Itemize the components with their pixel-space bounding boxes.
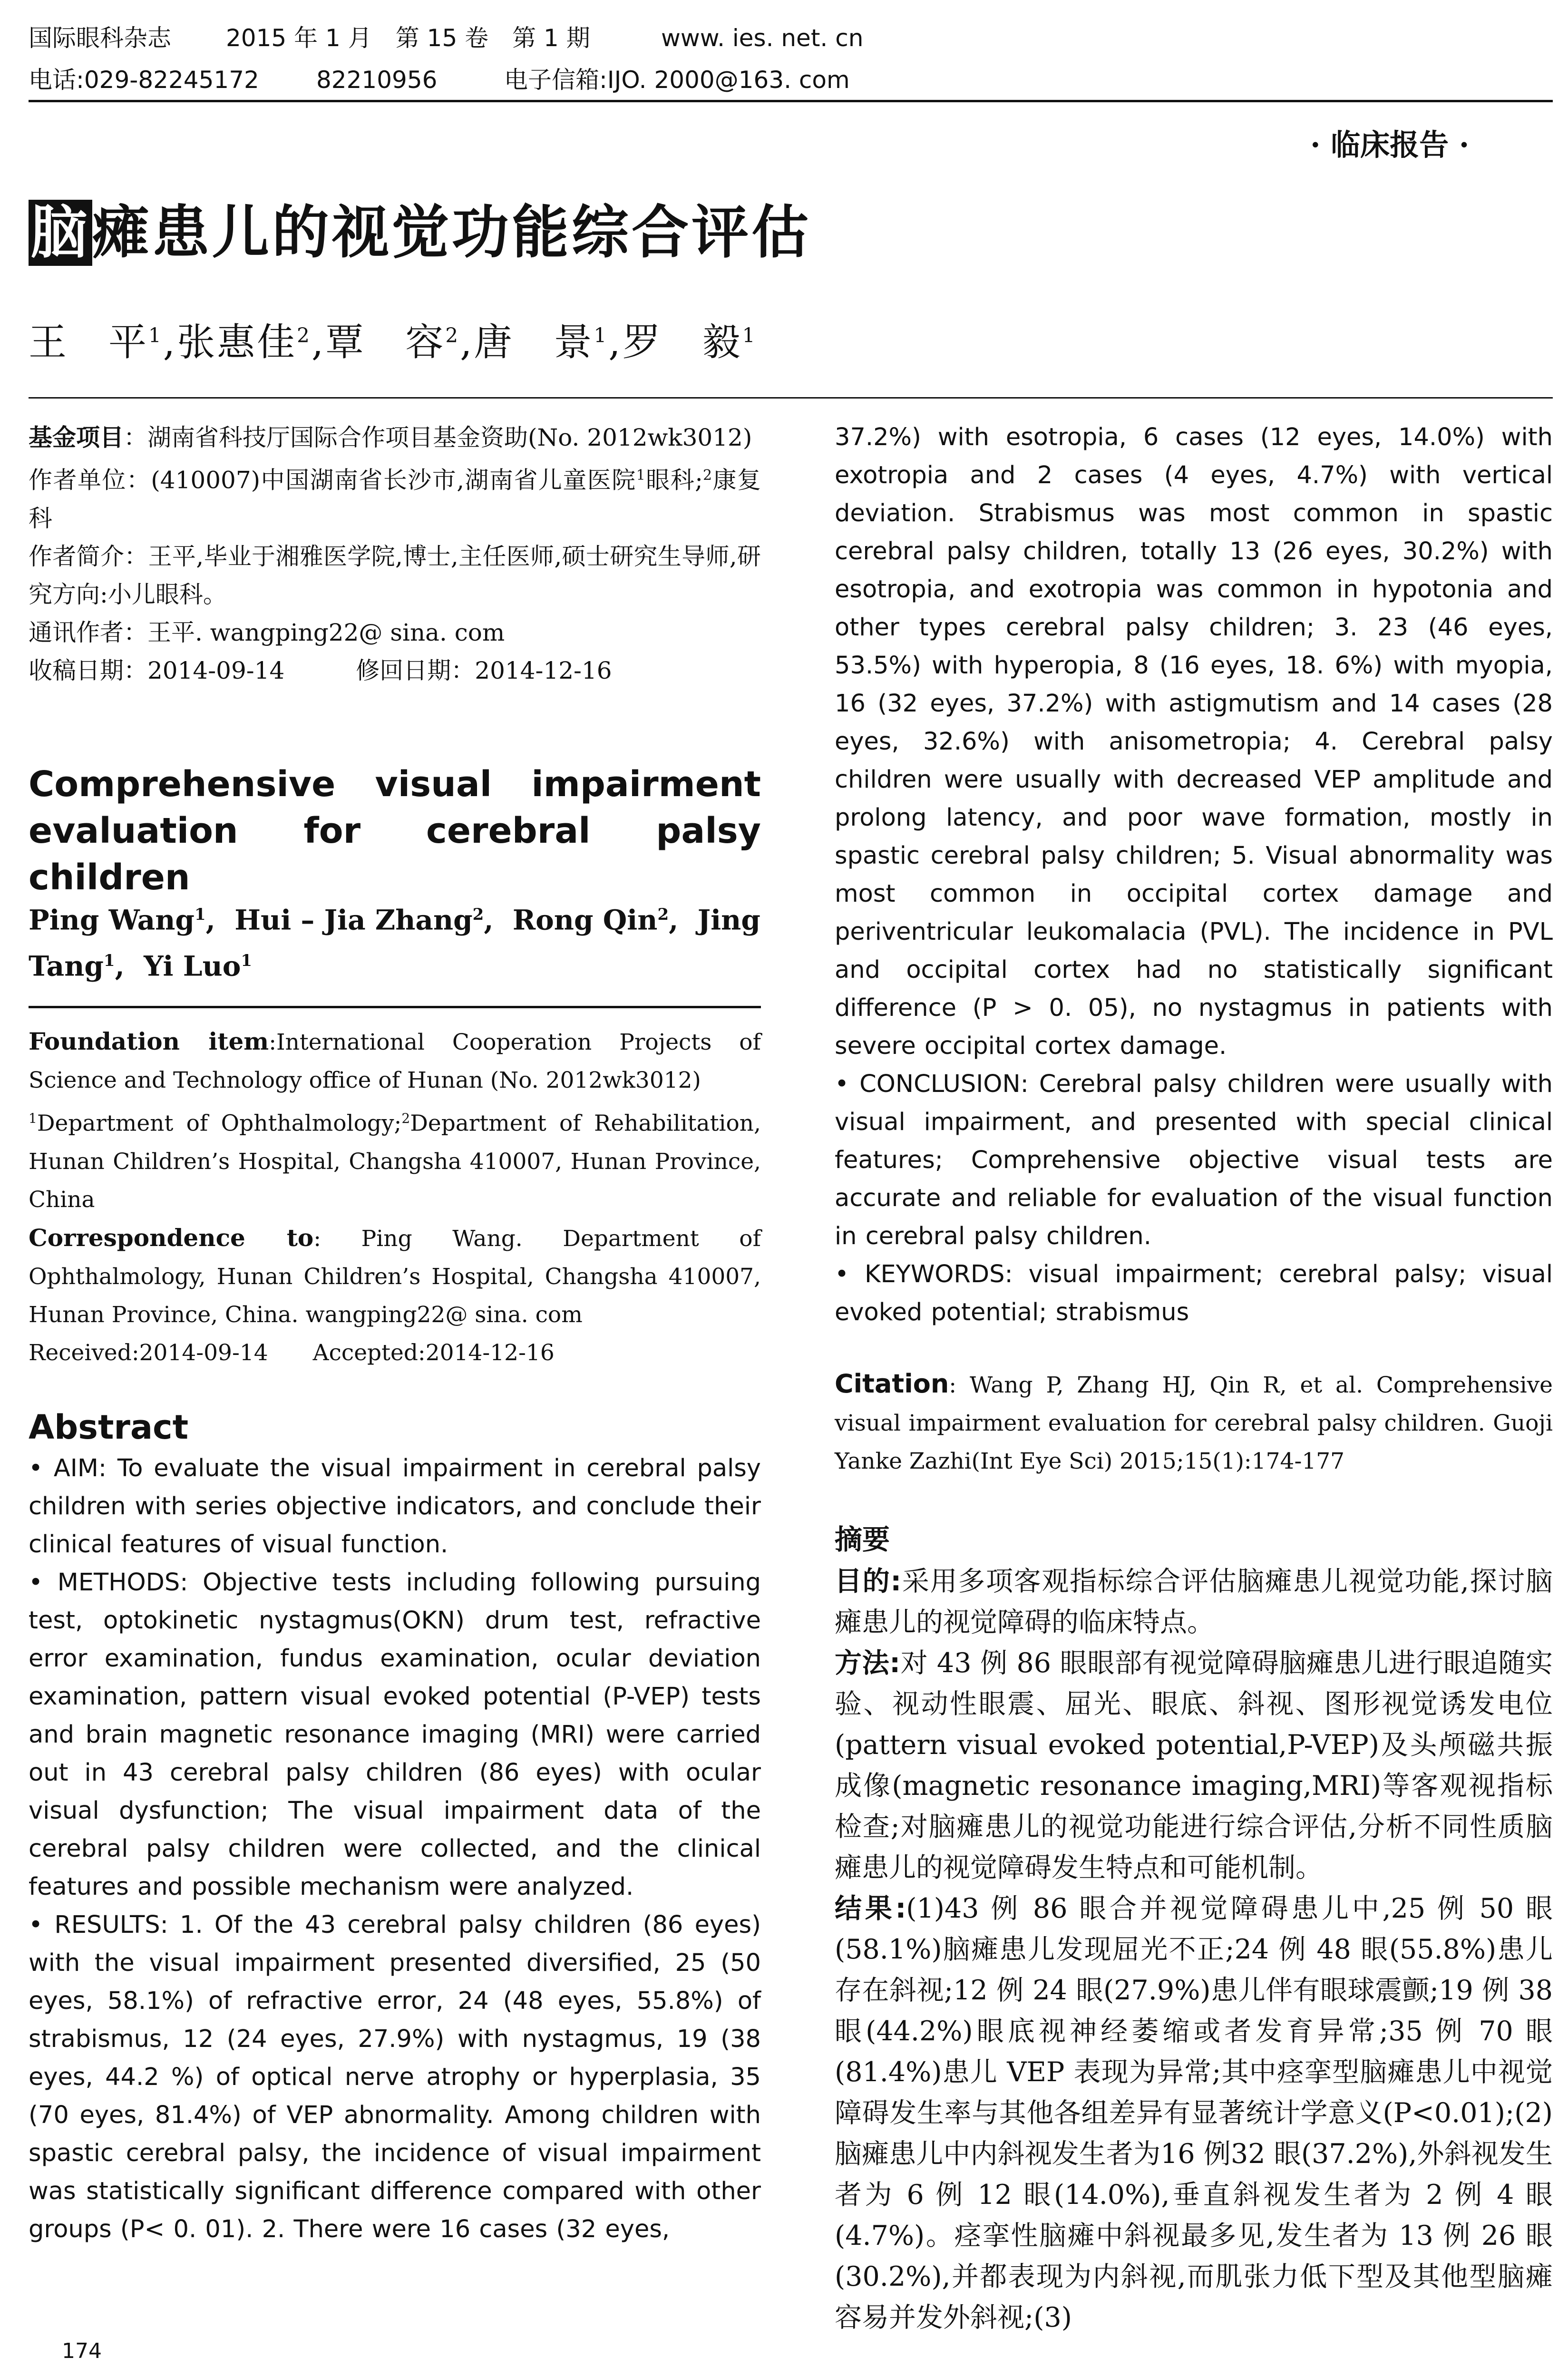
abstract-results-part2: 37.2%) with esotropia, 6 cases (12 eyes, 14.0%) with exotropia and 2 cases (4 eyes, 4.7%) with vertical deviation. Strabismus was most common in spastic cerebral palsy children, totally 13 (26 eyes, 30.2%) with esotropia, and exotropia was common in hypotonia and other types cerebral palsy children; 3. 23 (46 eyes, 53.5%) with hyperopia, 8 (16 eyes, 18. 6%) with myopia, 16 (32 eyes, 37.2%) with astigmutism and 14 cases (28 eyes, 32.6%) with anisometropia; 4. Cerebral palsy children were usually with decreased VEP amplitude and prolong latency, and poor wave formation, mostly in spastic cerebral palsy children; 5. Visual abnormality was most common in occipital cortex damage and periventricular leukomalacia (PVL). The incidence in PVL and occipital cortex had no statistically significant difference (P > 0. 05), no nystagmus in patients with severe occipital cortex damage. xyxy=(835,423,1553,1060)
english-header-rule xyxy=(29,1006,761,1008)
cn-results-label: 结果: xyxy=(835,1893,906,1924)
unit-mid: 眼科; xyxy=(645,466,703,494)
fund-label: 基金项目 xyxy=(29,424,124,451)
author-affil-sup: 2 xyxy=(297,323,312,347)
correspondence xyxy=(29,1219,761,1334)
page-number: 174 xyxy=(62,2339,102,2363)
affil-dept2: Department of Rehabilitation, Hunan Children’s Hospital, Changsha 410007, Hunan Province, China xyxy=(29,1110,761,1213)
header-rule xyxy=(29,100,1553,102)
chinese-metadata xyxy=(29,419,761,690)
author-affil-sup: 1 xyxy=(241,951,253,971)
correspondence-text: : Ping Wang. Department of Ophthalmology, Hunan Children’s Hospital, Changsha 410007, Hunan Province, China. wangping22@ sina. com xyxy=(29,1225,761,1328)
cn-abstract-heading: 摘要 xyxy=(835,1523,890,1556)
citation-label: Citation xyxy=(835,1369,949,1399)
author-affil-sup: 1 xyxy=(148,323,163,347)
foundation-label: Foundation item xyxy=(29,1027,269,1055)
unit-end: 康复科 xyxy=(29,466,761,532)
abstract-keywords: • KEYWORDS: visual impairment; cerebral palsy; visual evoked potential; strabismus xyxy=(835,1260,1553,1326)
journal-phone: 电话:029-82245172 xyxy=(29,66,259,94)
abstract-heading: Abstract xyxy=(29,1408,189,1447)
cn-results-text: (1)43 例 86 眼合并视觉障碍患儿中,25 例 50 眼(58.1%)脑瘫患儿发现屈光不正;24 例 48 眼(55.8%)患儿存在斜视;12 例 24 眼(27.9%)患儿伴有眼球震颤;19 例 38 眼(44.2%)眼底视神经萎缩或者发育异常;35 例 70 眼(81.4%)患儿 VEP 表现为异常;其中痉挛型脑瘫患儿中视觉障碍发生率与其他各组差异有显著统计学意义(P<0.01);(2)脑瘫患儿中内斜视发生者为16 例32 眼(37.2%),外斜视发生者为 6 例 12 眼(14.0%),垂直斜视发生者为 2 例 4 眼(4.7%)。痉挛性脑瘫中斜视最多见,发生者为 13 例 26 眼(30.2%),并都表现为内斜视,而肌张力低下型及其他型脑瘫容易并发外斜视;(3) xyxy=(835,1893,1553,2333)
affil-sup: 1 xyxy=(29,1111,37,1126)
foundation-text: :International Cooperation Projects of Science and Technology office of Hunan (No. 2012wk3012) xyxy=(29,1029,761,1093)
author-affil-sup: 1 xyxy=(103,951,115,971)
section-label: · 临床报告 · xyxy=(1310,127,1470,162)
affiliations xyxy=(29,1100,761,1219)
author-bio: 作者简介：王平,毕业于湘雅医学院,博士,主任医师,硕士研究生导师,研究方向:小儿眼科。 xyxy=(29,542,761,608)
cn-methods-label: 方法: xyxy=(835,1647,900,1679)
author-affil-sup: 2 xyxy=(657,905,669,924)
abstract-right xyxy=(835,419,1553,1332)
foundation-item xyxy=(29,1023,761,1100)
abstract-results-part1: • RESULTS: 1. Of the 43 cerebral palsy children (86 eyes) with the visual impairment presented diversified, 25 (50 eyes, 58.1%) of refractive error, 24 (48 eyes, 55.8%) of strabismus, 12 (24 eyes, 27.9%) with nystagmus, 19 (38 eyes, 44.2 %) of optical nerve atrophy or hyperplasia, 35 (70 eyes, 81.4%) of VEP abnormality. Among children with spastic cerebral palsy, the incidence of visual impairment was statistically significant difference compared with other groups (P< 0. 01). 2. There were 16 cases (32 eyes, xyxy=(29,1911,761,2243)
journal-name: 国际眼科杂志 xyxy=(29,24,171,52)
author-affil-sup: 2 xyxy=(445,323,460,347)
fund-text: ：湖南省科技厅国际合作项目基金资助(No. 2012wk3012) xyxy=(124,424,752,451)
author-en: Ping Wang xyxy=(29,904,195,936)
author-en: Rong Qin xyxy=(512,904,658,936)
cn-abstract-methods xyxy=(835,1643,1553,1888)
author-en: Jing Tang xyxy=(29,904,760,983)
unit-text: 作者单位：(410007)中国湖南省长沙市,湖南省儿童医院 xyxy=(29,466,636,494)
author-cn: 罗 毅 xyxy=(622,320,742,364)
author-unit xyxy=(29,457,761,537)
author-en: Hui – Jia Zhang xyxy=(234,904,473,936)
unit-sup: 2 xyxy=(703,467,712,484)
author-affil-sup: 1 xyxy=(594,323,609,347)
citation-text: : Wang P, Zhang HJ, Qin R, et al. Comprehensive visual impairment evaluation for cerebral palsy children. Guoji Yanke Zazhi(Int Eye Sci) 2015;15(1):174-177 xyxy=(835,1372,1553,1474)
title-first-char: 脑 xyxy=(29,200,92,266)
english-authors: Ping Wang$^1$, Hui – Jia Zhang$^2$, Rong Qin$^2$, Jing Tang$^1$, Yi Luo$^1$ xyxy=(29,904,760,983)
author-cn: 王 平 xyxy=(29,320,148,364)
journal-email: 电子信箱:IJO. 2000@163. com xyxy=(504,66,850,94)
affil-dept1: Department of Ophthalmology; xyxy=(37,1110,402,1137)
affil-sup: 2 xyxy=(401,1111,410,1126)
chinese-authors: 王 平$^1$,张惠佳$^2$,覃 容$^2$,唐 景$^1$,罗 毅$^1$ xyxy=(29,320,757,364)
author-cn: 唐 景 xyxy=(474,320,594,364)
abstract-methods: • METHODS: Objective tests including following pursuing test, optokinetic nystagmus(OKN) drum test, refractive error examination, fundus examination, ocular deviation examination, pattern visual evoked potential (P-VEP) tests and brain magnetic resonance imaging (MRI) were carried out in 43 cerebral palsy children (86 eyes) with ocular visual dysfunction; The visual impairment data of the cerebral palsy children were collected, and the clinical features and possible mechanism were analyzed. xyxy=(29,1568,761,1901)
author-affil-sup: 1 xyxy=(742,323,757,347)
fund-info xyxy=(29,419,761,457)
chinese-abstract xyxy=(835,1517,1553,2338)
journal-website: www. ies. net. cn xyxy=(661,24,864,52)
unit-sup: 1 xyxy=(636,467,645,484)
english-title-block xyxy=(29,761,761,901)
cn-methods-text: 对 43 例 86 眼眼部有视觉障碍脑瘫患儿进行眼追随实验、视动性眼震、屈光、眼底、斜视、图形视觉诱发电位(pattern visual evoked potential,P-VEP)及头颅磁共振成像(magnetic resonance imaging,MRI)等客观视指标检查;对脑瘫患儿的视觉功能进行综合评估,分析不同性质脑瘫患儿的视觉障碍发生特点和可能机制。 xyxy=(835,1647,1553,1883)
abstract-aim: • AIM: To evaluate the visual impairment in cerebral palsy children with series objective indicators, and conclude their clinical features of visual function. xyxy=(29,1454,761,1559)
author-cn: 覃 容 xyxy=(325,320,446,364)
corresponding-author: 通讯作者：王平. wangping22@ sina. com xyxy=(29,618,505,646)
citation-block xyxy=(835,1365,1553,1481)
title-rest: 瘫患儿的视觉功能综合评估 xyxy=(92,200,811,266)
cn-abstract-results xyxy=(835,1888,1553,2338)
english-metadata xyxy=(29,1023,761,1372)
author-cn: 张惠佳 xyxy=(177,320,297,364)
author-affil-sup: 1 xyxy=(194,905,206,924)
cn-aim-label: 目的: xyxy=(835,1566,902,1597)
issue-info: 2015 年 1 月 第 15 卷 第 1 期 xyxy=(226,24,590,52)
cn-aim-text: 采用多项客观指标综合评估脑瘫患儿视觉功能,探讨脑瘫患儿的视觉障碍的临床特点。 xyxy=(835,1566,1553,1638)
received-dates: 收稿日期：2014-09-14 修回日期：2014-12-16 xyxy=(29,656,612,684)
journal-phone-2: 82210956 xyxy=(316,66,438,94)
abstract-conclusion: • CONCLUSION: Cerebral palsy children were usually with visual impairment, and presented with special clinical features; Comprehensive objective visual tests are accurate and reliable for evaluation of the visual function in cerebral palsy children. xyxy=(835,1070,1553,1250)
abstract-left xyxy=(29,1408,761,2249)
received-accepted: Received:2014-09-14 Accepted:2014-12-16 xyxy=(29,1339,555,1366)
author-affil-sup: 2 xyxy=(472,905,484,924)
article-title xyxy=(29,200,811,266)
english-title: Comprehensive visual impairment evaluation for cerebral palsy children xyxy=(29,764,761,898)
title-rule xyxy=(29,397,1553,399)
cn-abstract-aim xyxy=(835,1561,1553,1643)
author-en: Yi Luo xyxy=(144,950,241,983)
correspondence-label: Correspondence to xyxy=(29,1223,314,1252)
